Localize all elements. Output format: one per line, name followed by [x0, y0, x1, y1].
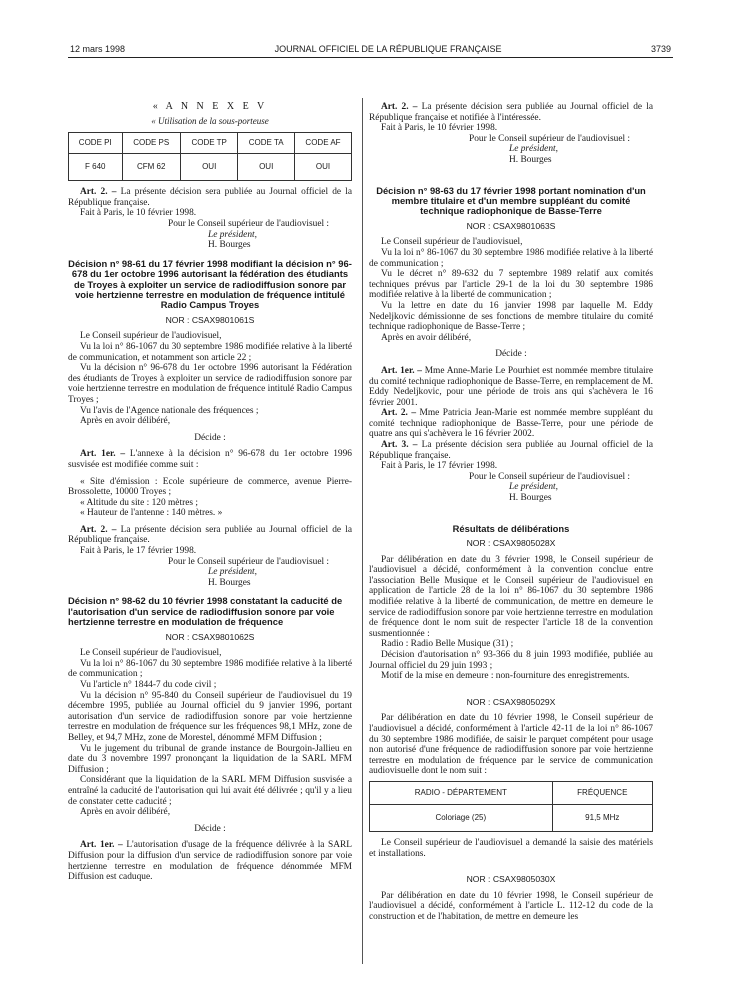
annex-table — [68, 132, 352, 181]
signature-block: Pour le Conseil supérieur de l'audiovisuel : Le président, H. Bourges — [168, 218, 330, 251]
frequency-table — [369, 781, 653, 832]
header-journal: JOURNAL OFFICIEL DE LA RÉPUBLIQUE FRANÇAISE — [274, 44, 502, 54]
table-header: FRÉQUENCE — [552, 781, 652, 804]
fait-line: Fait à Paris, le 10 février 1998. — [381, 123, 498, 134]
fait-line: Fait à Paris, le 17 février 1998. — [381, 461, 498, 472]
table-cell: CFM 62 — [122, 154, 180, 181]
paragraph: Vu la lettre en date du 16 janvier 1998 par laquelle M. Eddy Nedeljkovic démissionne de ses fonctions de membre titulaire du comité technique radiophonique de Basse-Terre ; — [369, 300, 653, 333]
article-paragraph: Art. 3. – La présente décision sera publiée au Journal officiel de la République française. — [369, 440, 653, 461]
decide-heading: Décide : — [194, 432, 226, 443]
paragraph: Vu le décret n° 89-632 du 7 septembre 1989 relatif aux comités techniques prévus par l'article 29-1 de la loi du 30 septembre 1986 modifiée relative à la liberté de communication ; — [369, 269, 653, 301]
table-cell: F 640 — [69, 154, 123, 181]
header-date: 12 mars 1998 — [70, 44, 126, 54]
left-column — [68, 102, 352, 883]
table-header: CODE AF — [294, 133, 351, 154]
paragraph: Vu la décision n° 96-678 du 1er octobre 1996 autorisant la Fédération des étudiants de Troyes à exploiter un service de radiodiffusion sonore par voie hertzienne terrestre en modulation de fréquence intitulé Radio Campus Troyes ; — [68, 363, 353, 405]
paragraph: Le Conseil supérieur de l'audiovisuel, — [381, 237, 523, 248]
table-header: CODE TA — [238, 133, 295, 154]
paragraph: Radio : Radio Belle Musique (31) ; — [381, 639, 514, 650]
fait-line: Fait à Paris, le 17 février 1998. — [80, 546, 197, 557]
nor-reference: NOR : CSAX9805030X — [466, 874, 556, 885]
article-paragraph: Art. 2. – La présente décision sera publiée au Journal officiel de la République française. — [68, 187, 352, 208]
section-title: Résultats de délibérations — [452, 522, 570, 534]
paragraph: Le Conseil supérieur de l'audiovisuel, — [80, 648, 222, 659]
paragraph: Vu la décision n° 95-840 du Conseil supérieur de l'audiovisuel du 19 décembre 1995, publiée au Journal officiel du 9 janvier 1996, portant autorisation d'un service de radiodiffusion sonore par voie hertzienne terrestre en modulation de fréquence sur les fréquences 98,1 MHz, zone de Belley, et 94,7 MHz, zone de Morestel, dénommé MFM Diffusion ; — [68, 690, 352, 743]
paragraph: Par délibération en date du 10 février 1998, le Conseil supérieur de l'audiovisuel a décidé, conformément à l'article 42-11 de la loi n° 86-1067 du 30 septembre 1986 modifiée, de saisir le parquet compétent pour usage non autorisé d'une fréquence de radiodiffusion sonore par voie hertzienne terrestre en modulation de fréquence par le service de communication audiovisuelle dont le nom suit : — [369, 713, 653, 777]
column-divider — [362, 98, 363, 964]
table-cell: 91,5 MHz — [552, 804, 652, 831]
decision-title: Décision n° 98-63 du 17 février 1998 portant nomination d'un membre titulaire et d'un membre suppléant du comité technique radiophonique de Basse-Terre — [376, 184, 646, 217]
page-header — [70, 44, 671, 55]
decision-title: Décision n° 98-61 du 17 février 1998 modifiant la décision n° 96-678 du 1er octobre 1996 autorisant la fédération des étudiants de Troyes à exploiter un service de radiodiffusion sonore par voie hertzienne terrestre en modulation de fréquence intitulé Radio Campus Troyes — [68, 257, 352, 311]
right-column — [369, 102, 653, 922]
paragraph: Après en avoir délibéré, — [80, 416, 171, 427]
paragraph: Par délibération en date du 10 février 1998, le Conseil supérieur de l'audiovisuel a décidé, conformément à l'article L. 112-12 du code de la construction et de l'habitation, de mettre en demeure les — [369, 890, 653, 922]
nor-reference: NOR : CSAX9801063S — [466, 220, 556, 231]
fait-line: Fait à Paris, le 10 février 1998. — [80, 208, 197, 219]
paragraph: Vu la loi n° 86-1067 du 30 septembre 1986 modifiée relative à la liberté de communication ; — [68, 658, 352, 680]
paragraph: Le Conseil supérieur de l'audiovisuel, — [80, 331, 222, 342]
article-paragraph: Art. 1er. – Mme Anne-Marie Le Pourhiet est nommée membre titulaire du comité technique radiophonique de Basse-Terre, en remplacement de M. Eddy Nedeljkovic, pour une période de trois ans qui s'achèvera le 16 février 2001. — [369, 365, 653, 408]
paragraph: Le Conseil supérieur de l'audiovisuel a demandé la saisie des matériels et installations. — [369, 837, 653, 859]
nor-reference: NOR : CSAX9805028X — [466, 538, 556, 549]
paragraph: Vu l'avis de l'Agence nationale des fréquences ; — [80, 405, 259, 416]
table-header: CODE TP — [180, 133, 237, 154]
list-item: « Altitude du site : 120 mètres ; — [80, 497, 198, 508]
nor-reference: NOR : CSAX9805029X — [466, 696, 556, 707]
annex-subtitle: « Utilisation de la sous-porteuse — [151, 115, 269, 126]
paragraph: Vu l'article n° 1844-7 du code civil ; — [80, 680, 217, 691]
decide-heading: Décide : — [194, 823, 226, 834]
table-header: CODE PI — [69, 133, 123, 154]
header-rule — [68, 57, 673, 58]
signature-block: Pour le Conseil supérieur de l'audiovisuel : Le président, H. Bourges — [469, 133, 631, 165]
paragraph: Vu le jugement du tribunal de grande instance de Bourgoin-Jallieu en date du 3 novembre 1997 prononçant la liquidation de la SARL MFM Diffusion ; — [68, 743, 352, 775]
annex-title: « A N N E X E V — [152, 101, 268, 112]
paragraph: Après en avoir délibéré, — [80, 807, 171, 818]
paragraph: Par délibération en date du 3 février 1998, le Conseil supérieur de l'audiovisuel a décidé, conformément à la convention conclue entre l'association Belle Musique et le Conseil supérieur de l'audiovisuel en application de l'article 28 de la loi n° 86-1067 du 30 septembre 1986 modifiée relative à la liberté de communication, de mettre en demeure le service de radiodiffusion sonore par voie hertzienne terrestre en modulation de fréquence dont le nom suit de respecter l'article 18 de la convention susmentionnée : — [369, 554, 653, 639]
decision-title: Décision n° 98-62 du 10 février 1998 constatant la caducité de l'autorisation d'un service de radiodiffusion sonore par voie hertzienne terrestre en modulation de fréquence — [68, 595, 343, 628]
article-paragraph: Art. 2. – La présente décision sera publiée au Journal officiel de la République française. — [68, 524, 352, 546]
article-paragraph: Art. 2. – Mme Patricia Jean-Marie est nommée membre suppléant du comité technique radiophonique de Basse-Terre, pour une période de quatre ans qui s'achèvera le 16 février 2002. — [369, 408, 653, 440]
paragraph: Considérant que la liquidation de la SARL MFM Diffusion susvisée a entraîné la caducité de l'autorisation qui lui avait été délivrée ; qu'il y a lieu de constater cette caducité ; — [68, 775, 352, 807]
decide-heading: Décide : — [495, 349, 527, 360]
list-item: « Hauteur de l'antenne : 140 mètres. » — [80, 508, 223, 519]
signature-block: Pour le Conseil supérieur de l'audiovisuel : Le président, H. Bourges — [168, 556, 330, 588]
table-cell: OUI — [180, 154, 237, 181]
article-paragraph: Art. 1er. – L'annexe à la décision n° 96-678 du 1er octobre 1996 susvisée est modifiée comme suit : — [68, 449, 352, 470]
table-header: RADIO - DÉPARTEMENT — [370, 781, 553, 804]
article-paragraph: Art. 1er. – L'autorisation d'usage de la fréquence délivrée à la SARL Diffusion pour la diffusion d'un service de radiodiffusion sonore par voie hertzienne terrestre en modulation de fréquence dénommée MFM Diffusion est caduque. — [68, 840, 353, 883]
paragraph: Motif de la mise en demeure : non-fourniture des enregistrements. — [381, 671, 630, 682]
table-cell: OUI — [294, 154, 351, 181]
table-cell: OUI — [238, 154, 295, 181]
nor-reference: NOR : CSAX9801061S — [165, 314, 255, 325]
nor-reference: NOR : CSAX9801062S — [165, 631, 255, 642]
list-item: « Site d'émission : Ecole supérieure de commerce, avenue Pierre-Brossolette, 10000 Troyes ; — [68, 476, 352, 498]
paragraph: Vu la loi n° 86-1067 du 30 septembre 1986 modifiée relative à la liberté de communication ; — [369, 247, 653, 269]
paragraph: Décision d'autorisation n° 93-366 du 8 juin 1993 modifiée, publiée au Journal officiel du 29 juin 1993 ; — [369, 649, 653, 671]
article-paragraph: Art. 2. – La présente décision sera publiée au Journal officiel de la République française et notifiée à l'intéressée. — [369, 102, 653, 123]
table-header: CODE PS — [122, 133, 180, 154]
paragraph: Vu la loi n° 86-1067 du 30 septembre 1986 modifiée relative à la liberté de communication, et notamment son article 22 ; — [68, 341, 352, 363]
paragraph: Après en avoir délibéré, — [381, 332, 472, 343]
table-cell: Coloriage (25) — [370, 804, 553, 831]
header-page-number: 3739 — [650, 44, 671, 54]
signature-block: Pour le Conseil supérieur de l'audiovisuel : Le président, H. Bourges — [469, 471, 631, 504]
